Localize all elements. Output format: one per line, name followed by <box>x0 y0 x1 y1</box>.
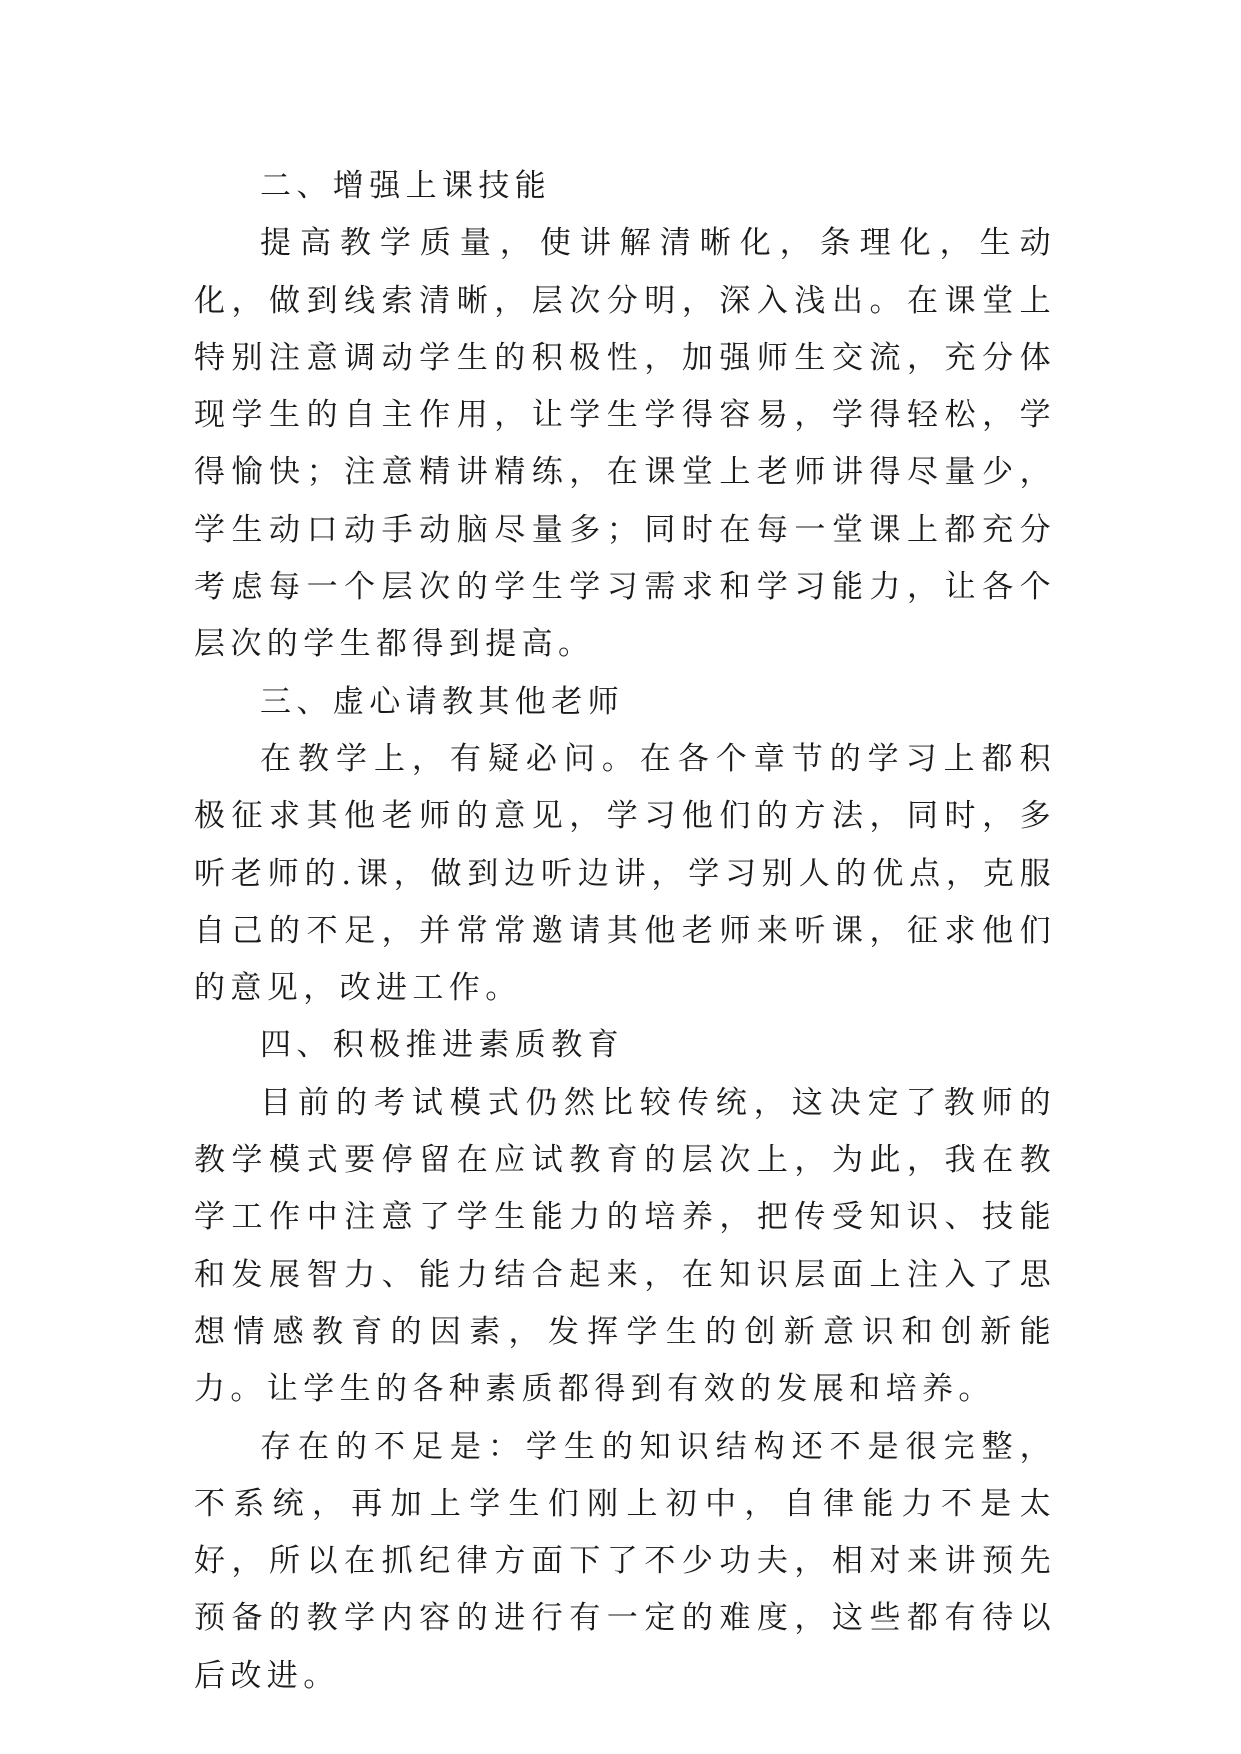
section-heading-3: 三、虚心请教其他老师 <box>260 683 624 720</box>
document-body <box>194 158 1056 1705</box>
paragraph-teaching-skills: 提高教学质量，使讲解清晰化，条理化，生动化，做到线索清晰，层次分明，深入浅出。在课堂上特别注意调动学生的积极性，加强师生交流，充分体现学生的自主作用，让学生学得容易，学得轻松，学得愉快；注意精讲精练，在课堂上老师讲得尽量少，学生动口动手动脑尽量多；同时在每一堂课上都充分考虑每一个层次的学生学习需求和学习能力，让各个层次的学生都得到提高。 <box>194 225 1056 663</box>
section-heading-2: 二、增强上课技能 <box>260 168 552 204</box>
paragraph-quality-education: 目前的考试模式仍然比较传统，这决定了教师的教学模式要停留在应试教育的层次上，为此，我在教学工作中注意了学生能力的培养，把传受知识、技能和发展智力、能力结合起来，在知识层面上注入了思想情感教育的因素，发挥学生的创新意识和创新能力。让学生的各种素质都得到有效的发展和培养。 <box>194 1084 1056 1408</box>
paragraph-shortcomings: 存在的不足是：学生的知识结构还不是很完整，不系统，再加上学生们刚上初中，自律能力不是太好，所以在抓纪律方面下了不少功夫，相对来讲预先预备的教学内容的进行有一定的难度，这些都有待以后改进。 <box>194 1428 1056 1694</box>
paragraph-consult-teachers: 在教学上，有疑必问。在各个章节的学习上都积极征求其他老师的意见，学习他们的方法，同时，多听老师的.课，做到边听边讲，学习别人的优点，克服自己的不足，并常常邀请其他老师来听课，征求他们的意见，改进工作。 <box>194 740 1056 1007</box>
section-heading-4: 四、积极推进素质教育 <box>260 1027 624 1064</box>
